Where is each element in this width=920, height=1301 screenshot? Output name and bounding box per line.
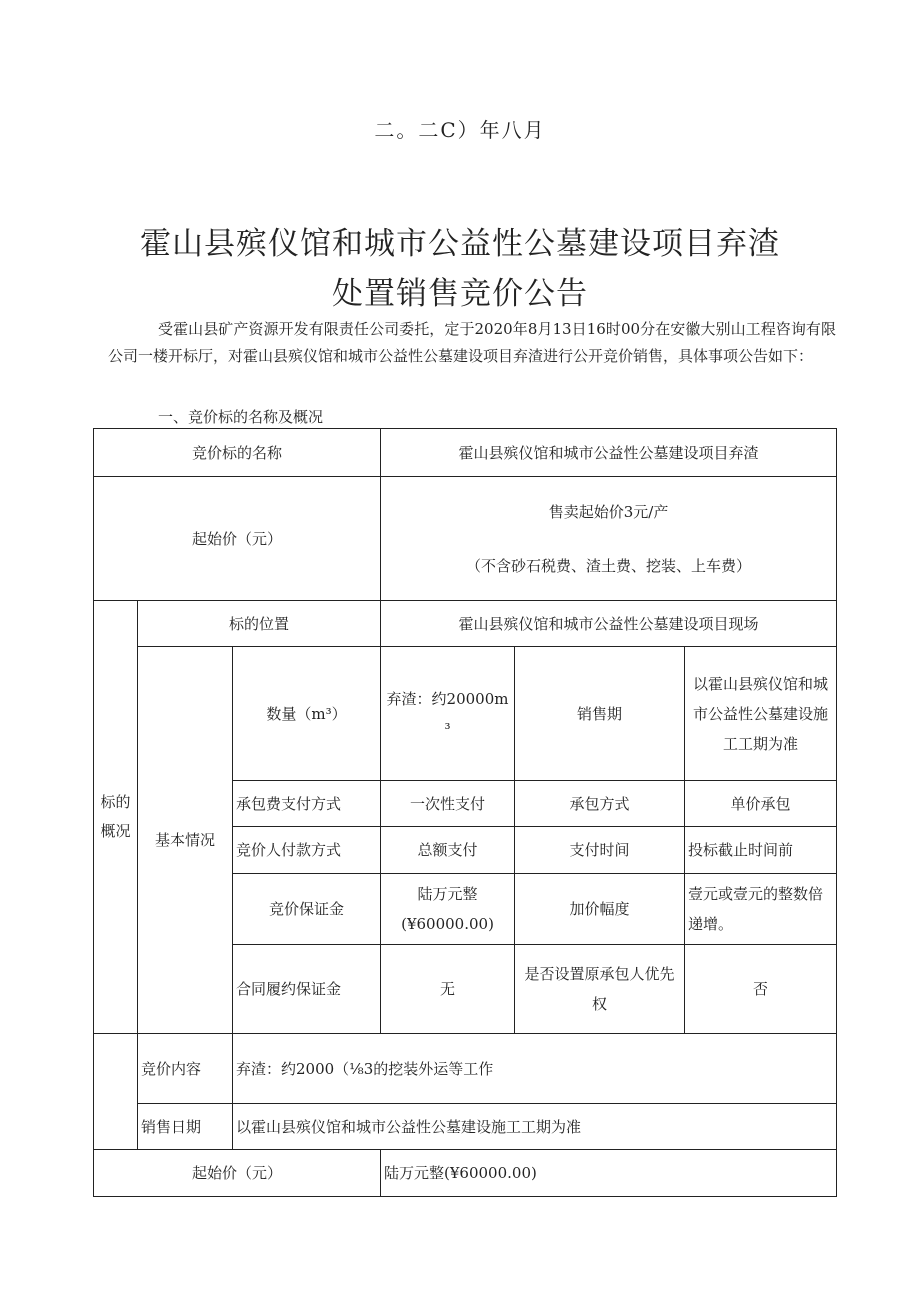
sale-period-label-cell: 销售期	[515, 647, 685, 781]
fee-payment-label-cell: 承包费支付方式	[233, 781, 381, 827]
final-price-label-cell: 起始价（元）	[94, 1150, 381, 1197]
section-heading: 一、竞价标的名称及概况	[158, 408, 324, 426]
table-row	[94, 1150, 837, 1197]
sale-date-value-cell: 以霍山县殡仪馆和城市公益性公墓建设施工工期为准	[233, 1104, 837, 1150]
name-label-cell: 竞价标的名称	[94, 429, 381, 477]
quantity-label-cell: 数量（m³）	[233, 647, 381, 781]
overview-label-cell: 标的概况	[94, 601, 138, 1034]
final-price-value-cell: 陆万元整(¥60000.00)	[381, 1150, 837, 1197]
payment-time-label-cell: 支付时间	[515, 827, 685, 874]
start-price-line-2: （不含砂石税费、渣土费、挖装、上车费）	[466, 556, 752, 575]
increment-value-cell: 壹元或壹元的整数倍递增。	[685, 874, 837, 945]
content-label-cell: 竞价内容	[138, 1034, 233, 1104]
contract-mode-label-cell: 承包方式	[515, 781, 685, 827]
quantity-value-cell: 弃渣：约20000m³	[381, 647, 515, 781]
deposit-value-line-1: 陆万元整	[417, 885, 478, 903]
table-row	[94, 601, 837, 647]
increment-label-cell: 加价幅度	[515, 874, 685, 945]
location-label-cell: 标的位置	[138, 601, 381, 647]
table-row	[94, 647, 837, 781]
contract-mode-value-cell: 单价承包	[685, 781, 837, 827]
start-price-label-cell: 起始价（元）	[94, 477, 381, 601]
intro-paragraph: 受霍山县矿产资源开发有限责任公司委托，定于2020年8月13日16时00分在安徽大别山工程咨询有限公司一楼开标厅，对霍山县殡仪馆和城市公益性公墓建设项目弃渣进行公开竞价销售，具体事项公告如下：	[108, 320, 836, 365]
table-row	[94, 1034, 837, 1104]
deposit-value-cell	[381, 874, 515, 945]
deposit-label-cell: 竞价保证金	[233, 874, 381, 945]
fee-payment-value-cell: 一次性支付	[381, 781, 515, 827]
title-line-1: 霍山县殡仪馆和城市公益性公墓建设项目弃渣	[140, 226, 780, 262]
start-price-line-1: 售卖起始价3元/产	[548, 502, 669, 521]
basic-label-cell: 基本情况	[138, 647, 233, 1034]
date-line: 二。二C）年八月	[374, 118, 546, 142]
table-row	[94, 429, 837, 477]
bid-info-table	[93, 428, 837, 1197]
priority-label-cell: 是否设置原承包人优先权	[515, 945, 685, 1034]
content-value-cell: 弃渣：约2000（⅛3的挖装外运等工作	[233, 1034, 837, 1104]
start-price-value-cell	[381, 477, 837, 601]
sale-date-label-cell: 销售日期	[138, 1104, 233, 1150]
sale-period-value-cell: 以霍山县殡仪馆和城市公益性公墓建设施工工期为准	[685, 647, 837, 781]
payment-time-value-cell: 投标截止时间前	[685, 827, 837, 874]
table-row	[94, 477, 837, 601]
performance-label-cell: 合同履约保证金	[233, 945, 381, 1034]
blank-cell	[94, 1034, 138, 1150]
table-row	[94, 1104, 837, 1150]
title-line-2: 处置销售竞价公告	[332, 276, 588, 312]
bidder-payment-value-cell: 总额支付	[381, 827, 515, 874]
spacer	[384, 527, 833, 551]
deposit-value-line-2: (¥60000.00)	[401, 915, 494, 933]
location-value-cell: 霍山县殡仪馆和城市公益性公墓建设项目现场	[381, 601, 837, 647]
name-value-cell: 霍山县殡仪馆和城市公益性公墓建设项目弃渣	[381, 429, 837, 477]
performance-value-cell: 无	[381, 945, 515, 1034]
priority-value-cell: 否	[685, 945, 837, 1034]
bidder-payment-label-cell: 竞价人付款方式	[233, 827, 381, 874]
